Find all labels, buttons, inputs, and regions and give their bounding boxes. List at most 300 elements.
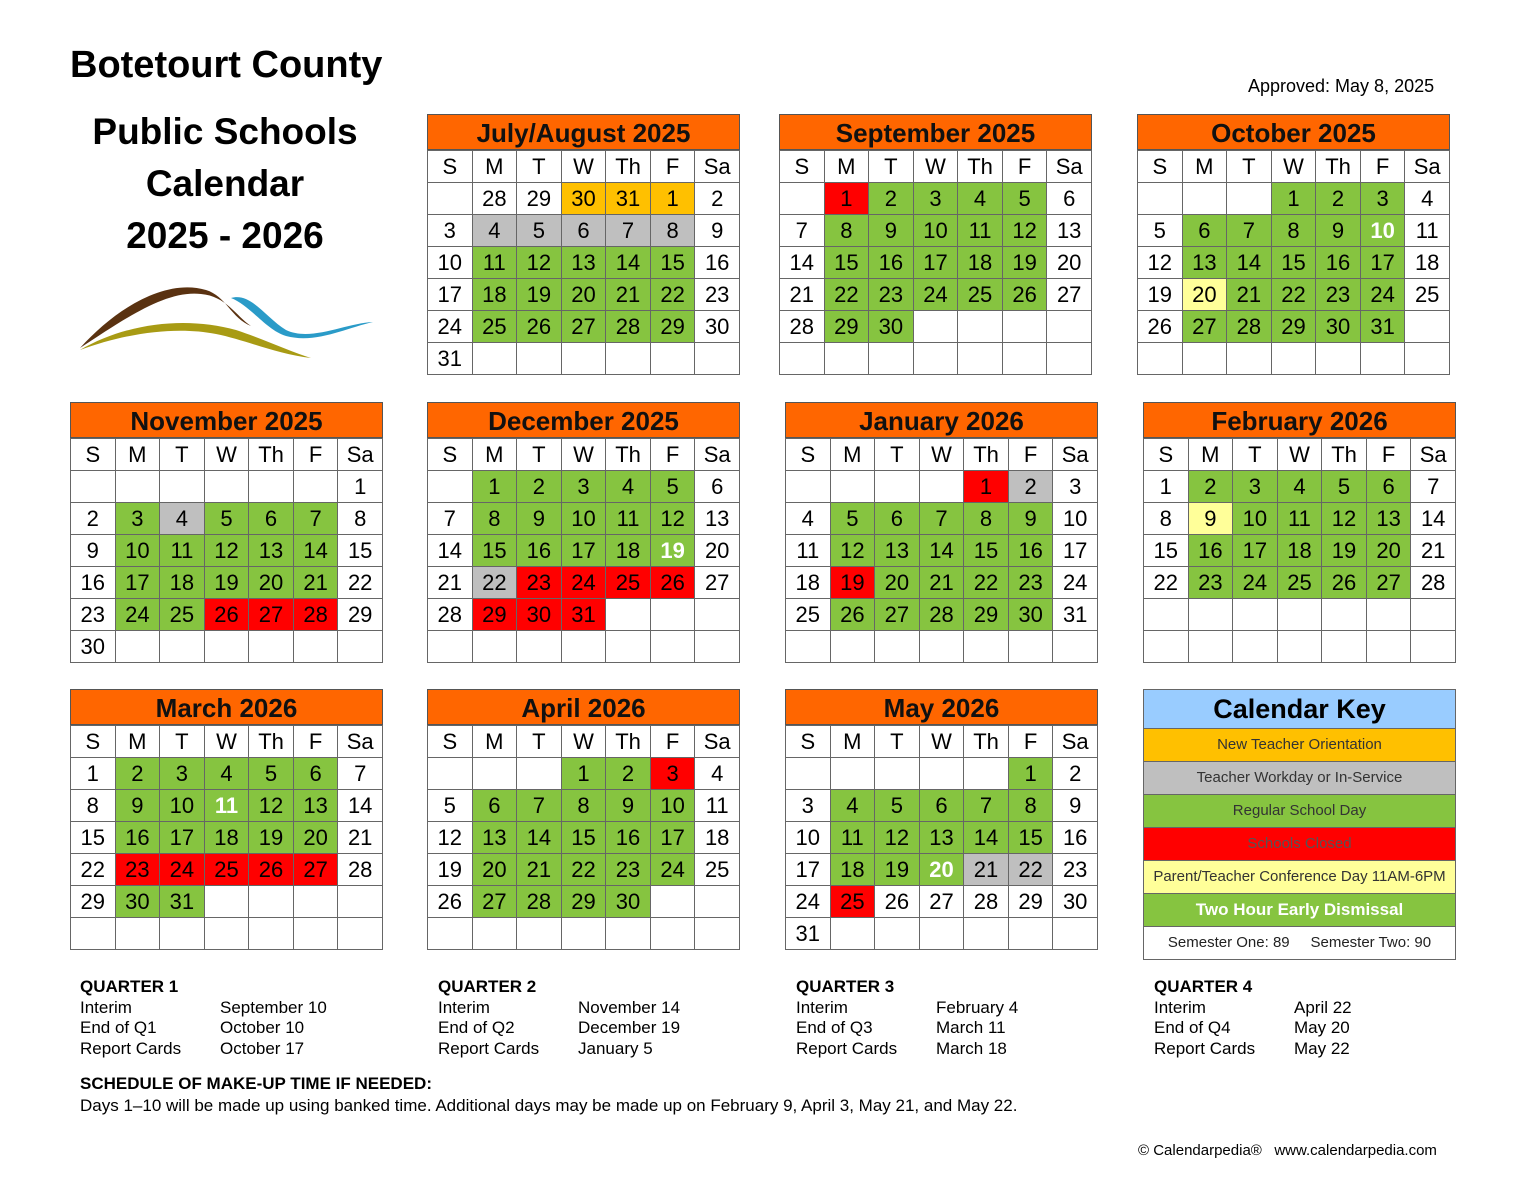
- week-row: [428, 758, 740, 790]
- day-cell: 13: [293, 790, 338, 822]
- day-cell: 24: [115, 599, 160, 631]
- day-cell: 24: [913, 279, 958, 311]
- day-cell: [1271, 343, 1316, 375]
- day-cell: [1233, 599, 1278, 631]
- day-cell: [919, 471, 964, 503]
- day-cell: 21: [919, 567, 964, 599]
- day-cell: 14: [517, 822, 562, 854]
- day-cell: 13: [1182, 247, 1227, 279]
- day-of-week-header: Sa: [695, 439, 740, 471]
- calendar-title: [70, 106, 380, 262]
- day-cell: 28: [293, 599, 338, 631]
- day-cell: 13: [875, 535, 920, 567]
- day-cell: 18: [786, 567, 831, 599]
- week-row: [1138, 311, 1450, 343]
- quarter-info: [1154, 977, 1352, 1059]
- week-row: [428, 854, 740, 886]
- day-cell: 13: [1366, 503, 1411, 535]
- day-of-week-header: S: [780, 151, 825, 183]
- day-cell: 19: [204, 567, 249, 599]
- day-cell: 28: [1411, 567, 1456, 599]
- day-cell: 6: [875, 503, 920, 535]
- day-cell: 1: [338, 471, 383, 503]
- day-cell: [695, 886, 740, 918]
- day-cell: 2: [869, 183, 914, 215]
- day-of-week-header: S: [1144, 439, 1189, 471]
- day-cell: 25: [160, 599, 205, 631]
- week-row: [428, 311, 740, 343]
- day-cell: [964, 758, 1009, 790]
- quarter-title: QUARTER 4: [1154, 977, 1253, 996]
- day-cell: 13: [1047, 215, 1092, 247]
- approved-date: Approved: May 8, 2025: [1248, 76, 1435, 96]
- day-cell: 27: [1366, 567, 1411, 599]
- day-cell: 29: [650, 311, 695, 343]
- day-cell: [249, 886, 294, 918]
- day-cell: 12: [428, 822, 473, 854]
- day-of-week-header: S: [71, 439, 116, 471]
- day-cell: 12: [204, 535, 249, 567]
- day-cell: 22: [964, 567, 1009, 599]
- day-of-week-header: M: [472, 439, 517, 471]
- calendar-key: [1143, 689, 1456, 960]
- key-item: Schools Closed: [1144, 828, 1455, 861]
- quarter-row: [438, 1018, 680, 1039]
- day-cell: [204, 886, 249, 918]
- day-of-week-header: F: [1008, 726, 1053, 758]
- day-of-week-header: W: [561, 151, 606, 183]
- day-cell: 3: [561, 471, 606, 503]
- week-row: [780, 215, 1092, 247]
- day-cell: 14: [919, 535, 964, 567]
- day-cell: 26: [204, 599, 249, 631]
- quarter-row: [1154, 998, 1352, 1019]
- day-cell: 18: [695, 822, 740, 854]
- quarter-row: [80, 998, 327, 1019]
- day-cell: [1053, 918, 1098, 950]
- day-cell: 11: [958, 215, 1003, 247]
- week-row: [428, 599, 740, 631]
- month-title: February 2026: [1143, 402, 1456, 438]
- day-cell: 16: [115, 822, 160, 854]
- week-row: [786, 567, 1098, 599]
- day-cell: [472, 631, 517, 663]
- day-cell: [115, 471, 160, 503]
- day-cell: 19: [650, 535, 695, 567]
- day-cell: 7: [293, 503, 338, 535]
- week-row: [780, 343, 1092, 375]
- day-cell: [428, 631, 473, 663]
- quarter-row: [796, 998, 1018, 1019]
- day-cell: 18: [1277, 535, 1322, 567]
- day-cell: [428, 183, 473, 215]
- day-cell: [606, 918, 651, 950]
- day-cell: 26: [428, 886, 473, 918]
- day-cell: 1: [650, 183, 695, 215]
- day-of-week-header: W: [561, 439, 606, 471]
- day-cell: 20: [1047, 247, 1092, 279]
- quarter-label: End of Q3: [796, 1018, 873, 1037]
- day-cell: 29: [964, 599, 1009, 631]
- day-cell: [650, 886, 695, 918]
- day-cell: [1360, 343, 1405, 375]
- quarter-label: Interim: [80, 997, 132, 1017]
- day-cell: 27: [695, 567, 740, 599]
- day-cell: 2: [606, 758, 651, 790]
- day-cell: [428, 471, 473, 503]
- month-calendar: [70, 402, 383, 663]
- week-row: [1138, 343, 1450, 375]
- day-cell: 16: [1008, 535, 1053, 567]
- day-cell: 30: [71, 631, 116, 663]
- day-cell: [824, 343, 869, 375]
- day-cell: 14: [428, 535, 473, 567]
- week-row: [428, 631, 740, 663]
- day-cell: 24: [561, 567, 606, 599]
- day-cell: 29: [71, 886, 116, 918]
- day-cell: 8: [1008, 790, 1053, 822]
- day-cell: 19: [1138, 279, 1183, 311]
- day-cell: [204, 918, 249, 950]
- day-cell: [1188, 599, 1233, 631]
- day-cell: 22: [1144, 567, 1189, 599]
- day-cell: 10: [160, 790, 205, 822]
- title-line-1: Public Schools: [92, 111, 358, 152]
- day-cell: [875, 918, 920, 950]
- day-cell: [472, 918, 517, 950]
- day-cell: [786, 758, 831, 790]
- day-cell: 22: [338, 567, 383, 599]
- day-cell: 27: [472, 886, 517, 918]
- day-cell: 9: [606, 790, 651, 822]
- day-cell: [786, 631, 831, 663]
- day-cell: 10: [1233, 503, 1278, 535]
- day-cell: 17: [913, 247, 958, 279]
- day-of-week-header: M: [830, 726, 875, 758]
- quarter-dates: [80, 998, 327, 1060]
- day-cell: [606, 343, 651, 375]
- day-cell: 1: [1271, 183, 1316, 215]
- day-cell: 9: [695, 215, 740, 247]
- day-cell: 27: [293, 854, 338, 886]
- day-cell: 6: [1047, 183, 1092, 215]
- day-cell: 21: [517, 854, 562, 886]
- day-cell: 3: [160, 758, 205, 790]
- day-cell: 11: [1405, 215, 1450, 247]
- day-cell: 4: [1405, 183, 1450, 215]
- day-of-week-header: F: [1366, 439, 1411, 471]
- day-cell: 2: [1316, 183, 1361, 215]
- day-cell: 9: [1188, 503, 1233, 535]
- day-cell: 2: [71, 503, 116, 535]
- day-cell: 20: [561, 279, 606, 311]
- day-cell: 28: [780, 311, 825, 343]
- month-title: April 2026: [427, 689, 740, 725]
- quarter-date: November 14: [578, 997, 681, 1017]
- week-row: [428, 567, 740, 599]
- day-cell: [1322, 631, 1367, 663]
- day-cell: 3: [1360, 183, 1405, 215]
- day-cell: 30: [1053, 886, 1098, 918]
- week-row: [71, 631, 383, 663]
- day-cell: 10: [1360, 215, 1405, 247]
- day-cell: 30: [517, 599, 562, 631]
- week-row: [71, 822, 383, 854]
- day-of-week-header: W: [913, 151, 958, 183]
- day-cell: [115, 918, 160, 950]
- day-of-week-header: Sa: [1405, 151, 1450, 183]
- week-row: [780, 183, 1092, 215]
- day-cell: 4: [1277, 471, 1322, 503]
- day-cell: [1144, 599, 1189, 631]
- week-row: [71, 535, 383, 567]
- day-cell: 30: [695, 311, 740, 343]
- day-cell: 30: [561, 183, 606, 215]
- copyright: © Calendarpedia® www.calendarpedia.com: [1138, 1142, 1437, 1159]
- week-row: [71, 918, 383, 950]
- day-cell: [561, 918, 606, 950]
- day-cell: 20: [249, 567, 294, 599]
- day-of-week-header: W: [204, 439, 249, 471]
- day-cell: 12: [1322, 503, 1367, 535]
- day-cell: 20: [875, 567, 920, 599]
- day-of-week-header: W: [561, 726, 606, 758]
- quarter-date: April 22: [1294, 997, 1352, 1017]
- day-cell: [830, 631, 875, 663]
- day-cell: [249, 918, 294, 950]
- day-cell: [561, 631, 606, 663]
- day-cell: 22: [824, 279, 869, 311]
- day-cell: 7: [964, 790, 1009, 822]
- day-of-week-header: Th: [1322, 439, 1367, 471]
- day-of-week-header: Th: [964, 726, 1009, 758]
- day-cell: [1227, 183, 1272, 215]
- day-of-week-header: Th: [606, 151, 651, 183]
- day-cell: 20: [293, 822, 338, 854]
- day-cell: 31: [561, 599, 606, 631]
- day-cell: 24: [1053, 567, 1098, 599]
- day-cell: 21: [1411, 535, 1456, 567]
- day-cell: 27: [1182, 311, 1227, 343]
- day-cell: 25: [204, 854, 249, 886]
- day-cell: 21: [780, 279, 825, 311]
- day-cell: 7: [517, 790, 562, 822]
- day-cell: 25: [695, 854, 740, 886]
- day-cell: [1008, 918, 1053, 950]
- day-cell: 23: [517, 567, 562, 599]
- day-cell: 24: [1233, 567, 1278, 599]
- day-cell: 8: [338, 503, 383, 535]
- day-cell: 21: [964, 854, 1009, 886]
- day-cell: [606, 631, 651, 663]
- day-cell: 25: [472, 311, 517, 343]
- day-cell: 20: [1182, 279, 1227, 311]
- day-cell: 21: [606, 279, 651, 311]
- day-cell: 7: [780, 215, 825, 247]
- day-of-week-header: T: [875, 726, 920, 758]
- day-of-week-header: F: [1360, 151, 1405, 183]
- day-cell: [695, 343, 740, 375]
- month-grid: [785, 725, 1098, 950]
- quarter-date: September 10: [220, 997, 327, 1017]
- key-item: Regular School Day: [1144, 795, 1455, 828]
- day-of-week-header: W: [919, 439, 964, 471]
- day-cell: 28: [964, 886, 1009, 918]
- week-row: [428, 247, 740, 279]
- day-cell: [517, 758, 562, 790]
- day-cell: 3: [1233, 471, 1278, 503]
- month-calendar: [1137, 114, 1450, 375]
- day-cell: 3: [913, 183, 958, 215]
- day-cell: [650, 599, 695, 631]
- day-cell: 23: [869, 279, 914, 311]
- day-cell: 23: [71, 599, 116, 631]
- day-cell: 25: [1405, 279, 1450, 311]
- day-cell: [293, 918, 338, 950]
- day-of-week-header: W: [919, 726, 964, 758]
- day-cell: 5: [1138, 215, 1183, 247]
- month-grid: [70, 438, 383, 663]
- day-cell: [517, 918, 562, 950]
- day-cell: 6: [249, 503, 294, 535]
- quarter-date: December 19: [578, 1018, 681, 1037]
- day-cell: 5: [249, 758, 294, 790]
- week-row: [71, 790, 383, 822]
- month-grid: [779, 150, 1092, 375]
- day-cell: 1: [1144, 471, 1189, 503]
- day-cell: 11: [1277, 503, 1322, 535]
- day-cell: 21: [338, 822, 383, 854]
- day-of-week-header: S: [71, 726, 116, 758]
- day-cell: [830, 471, 875, 503]
- quarter-row: [796, 1039, 1018, 1060]
- week-row: [71, 567, 383, 599]
- day-cell: 2: [695, 183, 740, 215]
- month-title: March 2026: [70, 689, 383, 725]
- quarter-label: Report Cards: [438, 1038, 540, 1058]
- day-cell: 31: [606, 183, 651, 215]
- week-row: [428, 886, 740, 918]
- month-title: November 2025: [70, 402, 383, 438]
- day-cell: 14: [293, 535, 338, 567]
- day-cell: 4: [472, 215, 517, 247]
- key-item: Two Hour Early Dismissal: [1144, 894, 1455, 927]
- month-grid: [1143, 438, 1456, 663]
- day-cell: 8: [1271, 215, 1316, 247]
- day-cell: 29: [561, 886, 606, 918]
- week-row: [786, 918, 1098, 950]
- day-cell: 28: [517, 886, 562, 918]
- week-row: [786, 631, 1098, 663]
- day-cell: 10: [115, 535, 160, 567]
- day-cell: [919, 631, 964, 663]
- day-cell: 13: [561, 247, 606, 279]
- day-cell: 18: [958, 247, 1003, 279]
- day-cell: 16: [1053, 822, 1098, 854]
- day-cell: 15: [561, 822, 606, 854]
- day-cell: 30: [606, 886, 651, 918]
- day-cell: 28: [338, 854, 383, 886]
- day-cell: 15: [71, 822, 116, 854]
- day-cell: 17: [428, 279, 473, 311]
- day-cell: 31: [428, 343, 473, 375]
- quarter-info: [796, 977, 1018, 1059]
- day-cell: 17: [115, 567, 160, 599]
- quarter-date: May 20: [1294, 1018, 1350, 1037]
- quarter-label: Interim: [438, 997, 490, 1017]
- month-calendar: [427, 689, 740, 950]
- week-row: [1144, 535, 1456, 567]
- day-cell: [1002, 343, 1047, 375]
- day-cell: [293, 471, 338, 503]
- day-cell: [71, 471, 116, 503]
- day-cell: 12: [830, 535, 875, 567]
- day-cell: 14: [338, 790, 383, 822]
- day-cell: 22: [650, 279, 695, 311]
- day-cell: [517, 343, 562, 375]
- quarter-info: [80, 977, 327, 1059]
- day-of-week-header: S: [428, 726, 473, 758]
- day-cell: 12: [1002, 215, 1047, 247]
- day-cell: 23: [1188, 567, 1233, 599]
- day-cell: 31: [786, 918, 831, 950]
- week-row: [71, 471, 383, 503]
- day-cell: 19: [830, 567, 875, 599]
- day-cell: [249, 471, 294, 503]
- quarter-label: End of Q2: [438, 1018, 515, 1037]
- month-grid: [1137, 150, 1450, 375]
- day-cell: 4: [606, 471, 651, 503]
- day-cell: 28: [1227, 311, 1272, 343]
- day-cell: [606, 599, 651, 631]
- quarter-label: Report Cards: [80, 1038, 182, 1058]
- day-cell: 18: [204, 822, 249, 854]
- day-cell: 22: [1008, 854, 1053, 886]
- day-cell: 1: [472, 471, 517, 503]
- day-cell: 15: [824, 247, 869, 279]
- day-cell: 25: [1277, 567, 1322, 599]
- day-cell: [115, 631, 160, 663]
- day-cell: 10: [786, 822, 831, 854]
- quarter-row: [438, 1039, 680, 1060]
- day-cell: 4: [204, 758, 249, 790]
- day-cell: [1188, 631, 1233, 663]
- month-calendar: [785, 402, 1098, 663]
- day-cell: 29: [472, 599, 517, 631]
- week-row: [71, 599, 383, 631]
- day-of-week-header: F: [1008, 439, 1053, 471]
- quarter-date: February 4: [936, 997, 1019, 1017]
- day-cell: 18: [606, 535, 651, 567]
- day-cell: 23: [1053, 854, 1098, 886]
- quarter-row: [1154, 1039, 1352, 1060]
- quarter-row: [438, 998, 680, 1019]
- month-title: January 2026: [785, 402, 1098, 438]
- day-of-week-header: T: [160, 439, 205, 471]
- day-cell: 24: [160, 854, 205, 886]
- title-line-2: Calendar: [145, 163, 305, 204]
- day-cell: 13: [695, 503, 740, 535]
- school-logo-swoosh: [76, 278, 376, 368]
- day-cell: 9: [1053, 790, 1098, 822]
- day-cell: [1002, 311, 1047, 343]
- day-of-week-header: M: [115, 726, 160, 758]
- day-cell: [338, 886, 383, 918]
- day-cell: 21: [428, 567, 473, 599]
- day-cell: 27: [1047, 279, 1092, 311]
- quarter-date: March 11: [936, 1018, 1006, 1037]
- week-row: [428, 790, 740, 822]
